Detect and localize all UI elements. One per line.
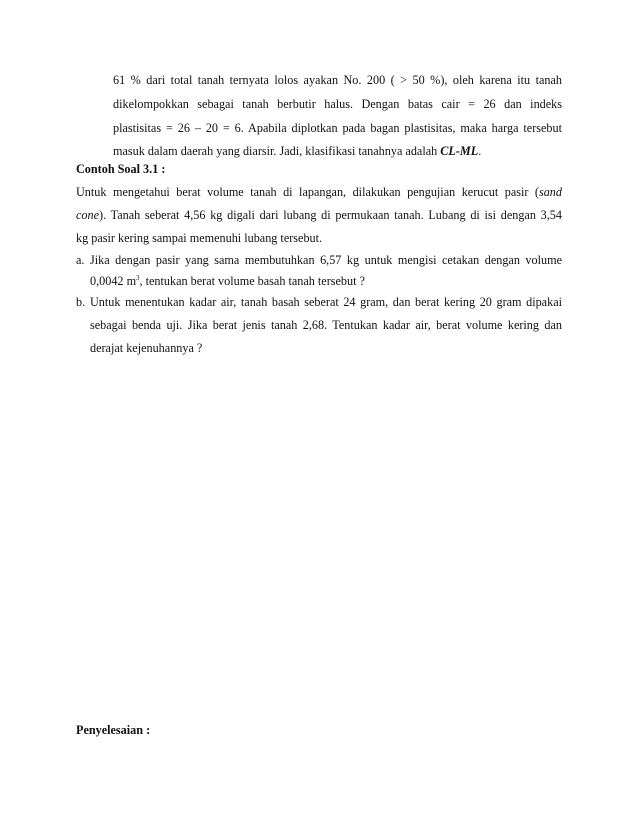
example-italic: sand (538, 186, 562, 199)
volume-value: 0,0042 m (90, 274, 137, 288)
example-line (76, 186, 562, 200)
exponent: 3 (136, 274, 140, 282)
solution-heading: Penyelesaian : (76, 723, 151, 737)
paragraph-text: . (478, 144, 482, 158)
example-heading: Contoh Soal 3.1 : (76, 162, 166, 176)
paragraph-line: plastisitas = 26 – 20 = 6. Apabila diplotkan pada bagan plastisitas, maka harga tersebut (113, 122, 562, 135)
list-item-a-line-last (90, 275, 562, 287)
list-text: , tentukan berat volume basah tanah tersebut ? (139, 274, 365, 288)
paragraph-line: dikelompokkan sebagai tanah berbutir halus. Dengan batas cair = 26 dan indeks (113, 98, 562, 111)
example-line (76, 209, 562, 223)
list-marker-b: b. (76, 295, 86, 309)
classification-result: CL-ML (440, 144, 479, 158)
paragraph-line-last (113, 145, 562, 157)
list-item-b-line: sebagai benda uji. Jika berat jenis tanah 2,68. Tentukan kadar air, berat volume kering dan (90, 319, 562, 332)
example-italic: cone (76, 209, 100, 222)
example-text: Untuk mengetahui berat volume tanah di lapangan, dilakukan pengujian kerucut pasir ( (76, 186, 539, 199)
list-marker-a: a. (76, 253, 85, 267)
list-item-a-line: Jika dengan pasir yang sama membutuhkan 6,57 kg untuk mengisi cetakan dengan volume (90, 254, 562, 267)
list-item-b-line: Untuk menentukan kadar air, tanah basah seberat 24 gram, dan berat kering 20 gram dipakai (90, 296, 562, 309)
list-item-b-line-last: derajat kejenuhannya ? (90, 341, 203, 355)
paragraph-line: 61 % dari total tanah ternyata lolos ayakan No. 200 ( > 50 %), oleh karena itu tanah (113, 74, 562, 87)
example-line-last: kg pasir kering sampai memenuhi lubang tersebut. (76, 231, 323, 245)
paragraph-text: masuk dalam daerah yang diarsir. Jadi, klasifikasi tanahnya adalah (113, 144, 441, 158)
example-text: ). Tanah seberat 4,56 kg digali dari lubang di permukaan tanah. Lubang di isi dengan 3,54 (99, 209, 562, 222)
